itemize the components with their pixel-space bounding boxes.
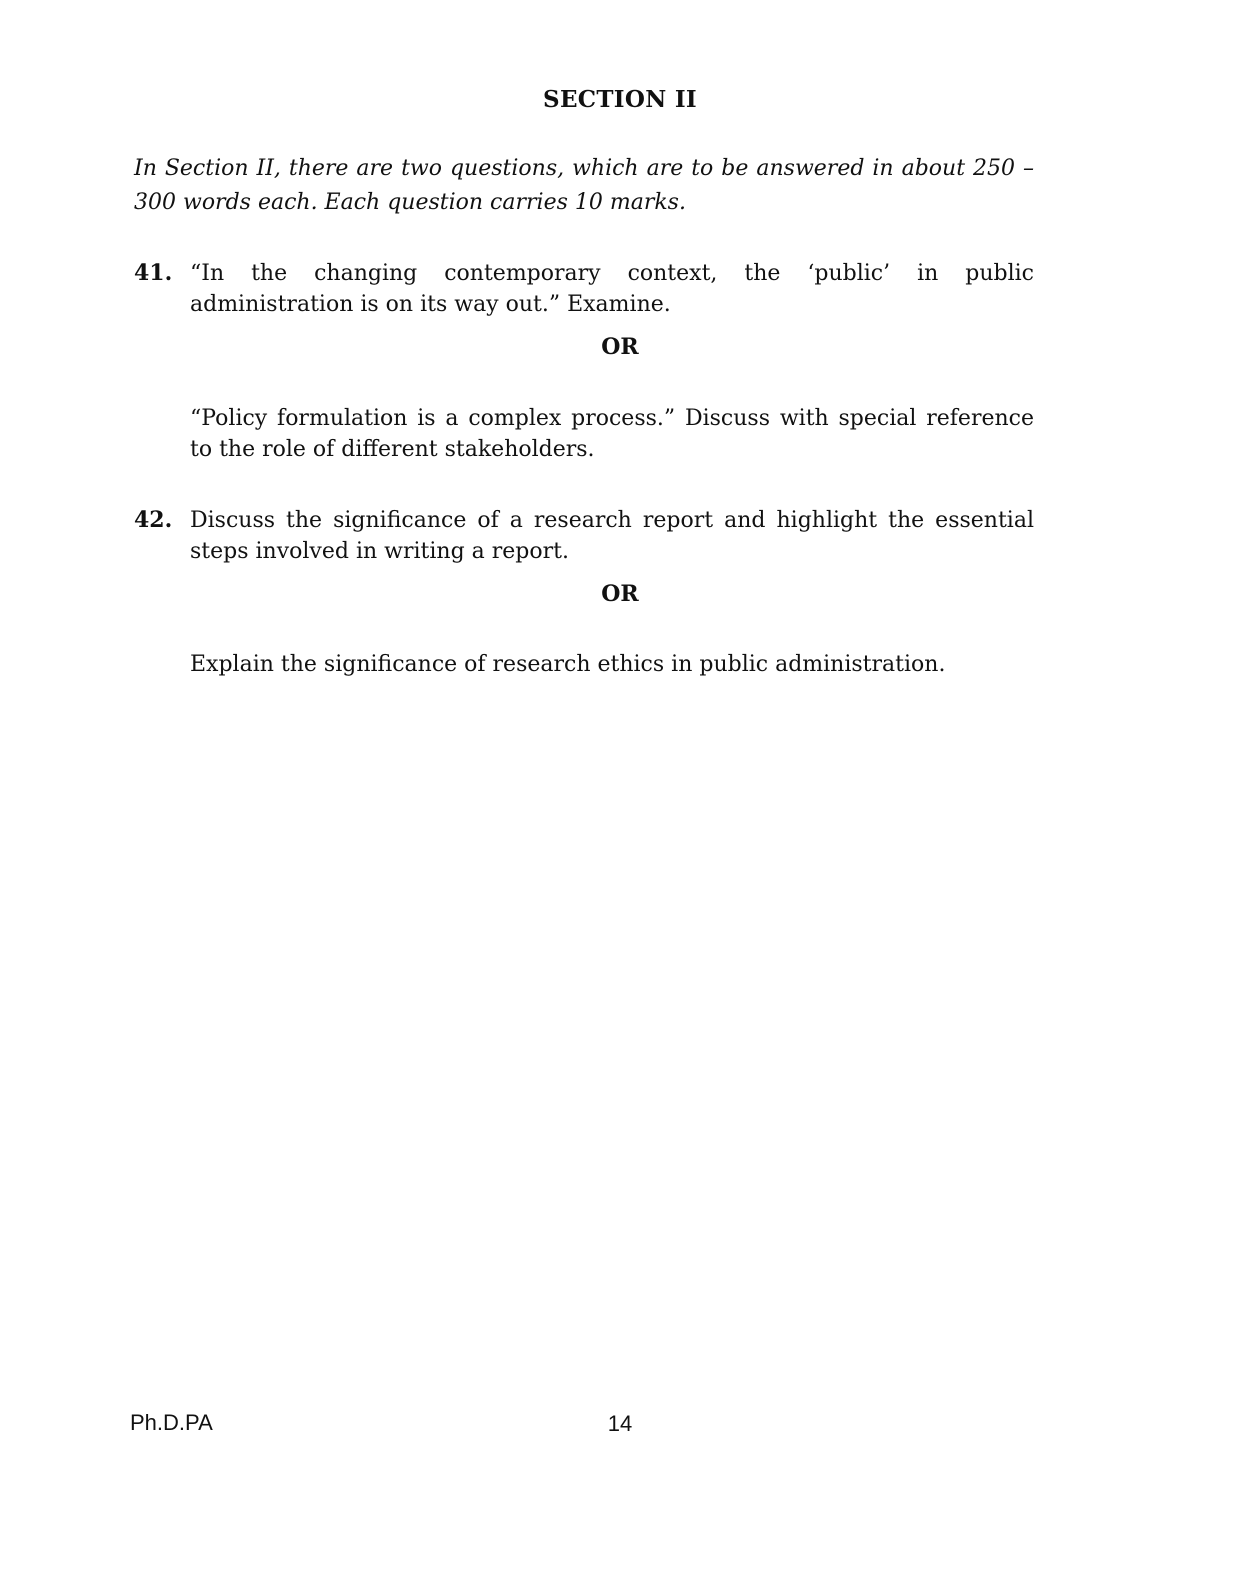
section-title: SECTION II [543,86,697,113]
or-separator-41: OR [601,334,639,360]
question-number: 41. [134,260,173,286]
question-text: “In the changing contemporary context, the ‘public’ in public administration is on its way out.” Examine. [190,261,1034,317]
or-separator-42: OR [601,581,639,607]
question-text: Discuss the significance of a research report and highlight the essential steps involved in writing a report. [190,508,1034,564]
question-41 [134,258,1034,320]
question-number: 42. [134,507,173,533]
paper-code: Ph.D.PA [130,1410,213,1435]
section-instructions: In Section II, there are two questions, which are to be answered in about 250 – 300 words each. Each question carries 10 marks. [134,156,1034,215]
question-41-alternative: “Policy formulation is a complex process.” Discuss with special reference to the role of different stakeholders. [190,406,1034,462]
page-number: 14 [607,1411,633,1436]
question-42-alternative: Explain the significance of research ethics in public administration. [190,652,946,677]
question-42 [134,505,1034,567]
